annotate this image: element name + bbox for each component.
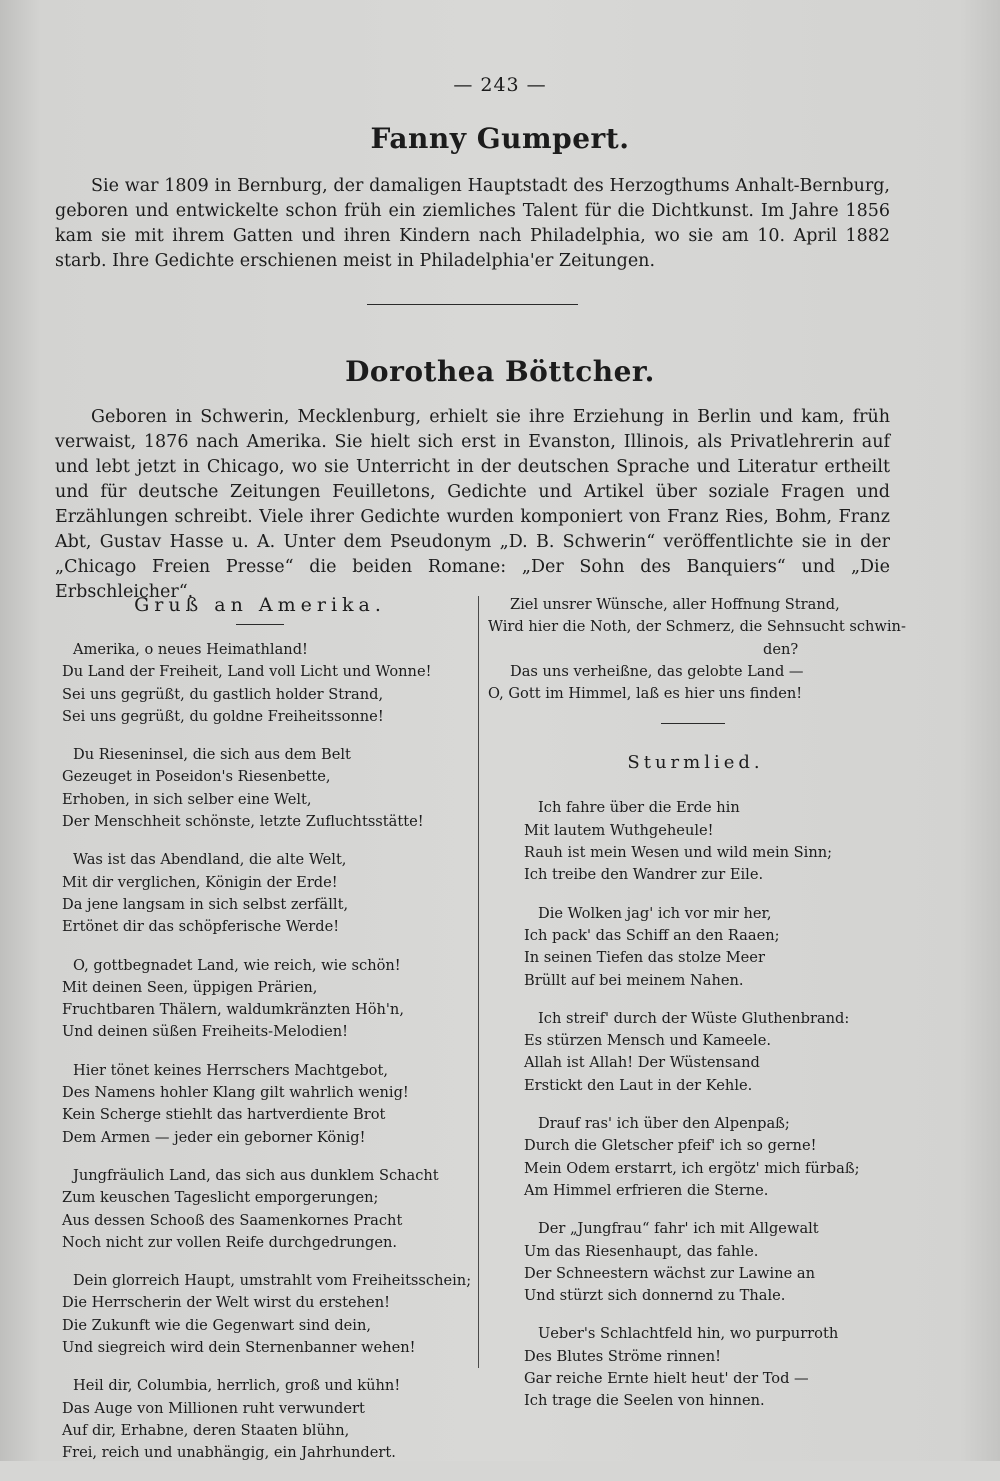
poem-continuation xyxy=(488,594,906,705)
verse-line: Der Schneestern wächst zur Lawine an xyxy=(524,1264,815,1282)
verse-line: Die Zukunft wie die Gegenwart sind dein, xyxy=(62,1316,372,1334)
verse-line: Und stürzt sich donnernd zu Thale. xyxy=(524,1287,786,1305)
verse-line: O, Gott im Himmel, laß es hier uns finden! xyxy=(488,685,803,703)
verse-line: Frei, reich und unabhängig, ein Jahrhundert. xyxy=(62,1444,396,1462)
verse-line: Des Namens hohler Klang gilt wahrlich wenig! xyxy=(62,1084,409,1102)
stanza xyxy=(55,1060,465,1149)
verse-line: Gar reiche Ernte hielt heut' der Tod — xyxy=(524,1370,809,1388)
verse-line: Mit lautem Wuthgeheule! xyxy=(524,821,714,839)
verse-line: Kein Scherge stiehlt das hartverdiente Brot xyxy=(62,1106,386,1124)
heading-dorothea-boettcher: Dorothea Böttcher. xyxy=(345,355,655,388)
verse-line: Ertönet dir das schöpferische Werde! xyxy=(62,918,340,936)
stanza xyxy=(488,903,903,992)
verse-line: Drauf ras' ich über den Alpenpaß; xyxy=(538,1115,790,1133)
stanza xyxy=(55,1165,465,1254)
verse-line: Zum keuschen Tageslicht emporgerungen; xyxy=(62,1189,379,1207)
verse-line: Dein glorreich Haupt, umstrahlt vom Freiheitsschein; xyxy=(73,1272,472,1290)
verse-line: Ich treibe den Wandrer zur Eile. xyxy=(524,866,764,884)
stanza xyxy=(488,1008,903,1097)
stanza xyxy=(55,1375,465,1464)
verse-line: Mein Odem erstarrt, ich ergötz' mich fürbaß; xyxy=(524,1159,860,1177)
right-column xyxy=(488,594,906,1429)
verse-line: Allah ist Allah! Der Wüstensand xyxy=(524,1054,760,1072)
verse-line: Ueber's Schlachtfeld hin, wo purpurroth xyxy=(538,1325,839,1343)
poem-title: Gruß an Amerika. xyxy=(134,594,386,616)
verse-line: Dem Armen — jeder ein geborner König! xyxy=(62,1128,366,1146)
verse-line: Ziel unsrer Wünsche, aller Hoffnung Strand, xyxy=(510,596,840,613)
verse-line: Du Rieseninsel, die sich aus dem Belt xyxy=(73,746,351,764)
verse-line: Sei uns gegrüßt, du gastlich holder Strand, xyxy=(62,685,384,703)
heading-fanny-gumpert: Fanny Gumpert. xyxy=(370,122,630,155)
verse-line: Wird hier die Noth, der Schmerz, die Sehnsucht schwin- xyxy=(488,618,906,636)
biography-fanny-gumpert: Sie war 1809 in Bernburg, der damaligen Hauptstadt des Herzogthums Anhalt-Bernburg, geboren und entwickelte schon früh ein ziemliches Talent für die Dichtkunst. Im Jahre 1856 kam sie mit ihrem Gatten und ihren Kindern nach Philadelphia, wo sie am 10. April 1882 starb. Ihre Gedichte erschienen meist in Philadelphia'er Zeitungen. xyxy=(55,176,890,271)
verse-line: Und deinen süßen Freiheits-Melodien! xyxy=(62,1023,349,1041)
verse-line: Erstickt den Laut in der Kehle. xyxy=(524,1076,753,1094)
poem-title-sturmlied: Sturmlied. xyxy=(627,752,764,774)
verse-line: Jungfräulich Land, das sich aus dunklem Schacht xyxy=(73,1166,439,1184)
verse-line: Gezeuget in Poseidon's Riesenbette, xyxy=(62,768,331,786)
verse-line: Fruchtbaren Thälern, waldumkränzten Höh'n, xyxy=(62,1001,404,1019)
stanza xyxy=(488,1218,903,1307)
verse-line: Heil dir, Columbia, herrlich, groß und kühn! xyxy=(73,1377,401,1395)
verse-line: Durch die Gletscher pfeif' ich so gerne! xyxy=(524,1137,817,1155)
verse-line: In seinen Tiefen das stolze Meer xyxy=(524,949,765,967)
verse-line: Hier tönet keines Herrschers Machtgebot, xyxy=(73,1061,388,1079)
poem-sturmlied xyxy=(488,797,903,1412)
verse-line: Was ist das Abendland, die alte Welt, xyxy=(73,851,347,869)
stanza xyxy=(55,1270,472,1359)
verse-line: Die Wolken jag' ich vor mir her, xyxy=(538,904,772,922)
verse-line: Mit deinen Seen, üppigen Prärien, xyxy=(62,978,318,996)
verse-line: Um das Riesenhaupt, das fahle. xyxy=(524,1242,759,1260)
verse-line: Es stürzen Mensch und Kameele. xyxy=(524,1032,771,1050)
column-divider xyxy=(478,596,479,1368)
stanza xyxy=(55,955,465,1044)
verse-line: Ich pack' das Schiff an den Raaen; xyxy=(524,926,780,944)
verse-line: Aus dessen Schooß des Saamenkornes Pracht xyxy=(62,1211,403,1229)
verse-line: Du Land der Freiheit, Land voll Licht und Wonne! xyxy=(62,663,432,681)
section-divider xyxy=(367,304,578,305)
verse-line: Der „Jungfrau“ fahr' ich mit Allgewalt xyxy=(538,1220,819,1238)
page-number: — 243 — xyxy=(453,74,547,96)
stanza xyxy=(488,797,903,886)
stanza xyxy=(55,639,465,728)
verse-line: Das Auge von Millionen ruht verwundert xyxy=(62,1399,365,1417)
verse-line: Erhoben, in sich selber eine Welt, xyxy=(62,790,312,808)
verse-line: Die Herrscherin der Welt wirst du erstehen! xyxy=(62,1294,390,1312)
verse-line: Ich streif' durch der Wüste Gluthenbrand: xyxy=(538,1009,850,1027)
verse-line: Mit dir verglichen, Königin der Erde! xyxy=(62,873,338,891)
verse-line: O, gottbegnadet Land, wie reich, wie schön! xyxy=(73,956,401,974)
biography-dorothea-boettcher: Geboren in Schwerin, Mecklenburg, erhielt sie ihre Erziehung in Berlin und kam, früh verwaist, 1876 nach Amerika. Sie hielt sich erst in Evanston, Illinois, als Privatlehrerin auf und lebt jetzt in Chicago, wo sie Unterricht in der deutschen Sprache und Literatur ertheilt und für deutsche Zeitungen Feuilletons, Gedichte und Artikel über soziale Fragen und Erzählungen schreibt. Viele ihrer Gedichte wurden komponiert von Franz Ries, Bohm, Franz Abt, Gustav Hasse u. A. Unter dem Pseudonym „D. B. Schwerin“ veröffentlichte sie in der „Chicago Freien Presse“ die beiden Romane: „Der Sohn des Banquiers“ und „Die Erbschleicher“. xyxy=(55,407,890,602)
stanza xyxy=(55,849,465,938)
verse-line: Das uns verheißne, das gelobte Land — xyxy=(510,662,804,680)
verse-line: Amerika, o neues Heimathland! xyxy=(73,641,308,658)
stanza xyxy=(488,1323,903,1412)
verse-line: Des Blutes Ströme rinnen! xyxy=(524,1347,721,1365)
verse-line: den? xyxy=(763,640,799,658)
verse-line: Rauh ist mein Wesen und wild mein Sinn; xyxy=(524,844,833,862)
verse-line: Und siegreich wird dein Sternenbanner wehen! xyxy=(62,1339,416,1357)
verse-line: Am Himmel erfrieren die Sterne. xyxy=(524,1181,769,1199)
verse-line: Brüllt auf bei meinem Nahen. xyxy=(524,971,744,989)
verse-line: Noch nicht zur vollen Reife durchgedrungen. xyxy=(62,1233,398,1251)
poem-divider xyxy=(661,723,725,724)
stanza xyxy=(55,744,465,833)
verse-line: Auf dir, Erhabne, deren Staaten blühn, xyxy=(62,1421,350,1439)
poem-gruss-an-amerika xyxy=(55,594,472,1481)
verse-line: Der Menschheit schönste, letzte Zufluchtsstätte! xyxy=(62,813,424,831)
title-rule xyxy=(236,624,284,625)
verse-line: Ich fahre über die Erde hin xyxy=(538,799,740,817)
verse-line: Sei uns gegrüßt, du goldne Freiheitssonne! xyxy=(62,707,384,725)
poem-stanzas xyxy=(55,639,472,1465)
verse-line: Da jene langsam in sich selbst zerfällt, xyxy=(62,895,349,913)
verse-line: Ich trage die Seelen von hinnen. xyxy=(524,1392,765,1410)
stanza xyxy=(488,1113,903,1202)
